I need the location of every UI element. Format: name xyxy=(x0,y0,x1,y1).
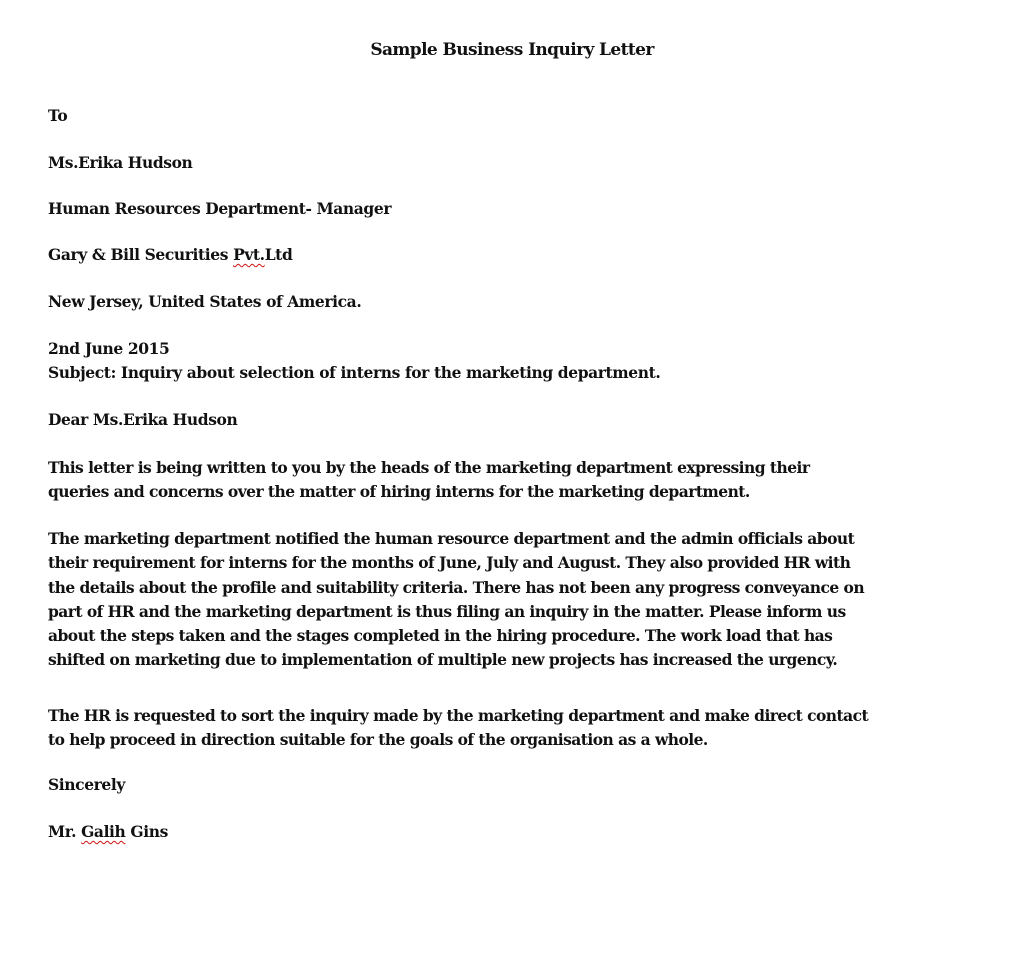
recipient-location: New Jersey, United States of America. xyxy=(48,292,362,311)
paragraph-line: queries and concerns over the matter of hiring interns for the marketing department. xyxy=(48,482,750,502)
signature-suffix: Gins xyxy=(125,822,168,841)
recipient-company xyxy=(48,243,292,267)
letter-date: 2nd June 2015 xyxy=(48,339,170,358)
body-paragraph-1 xyxy=(48,456,809,505)
paragraph-line: shifted on marketing due to implementation of multiple new projects has increased the urgency. xyxy=(48,650,838,670)
paragraph-line: to help proceed in direction suitable for the goals of the organisation as a whole. xyxy=(48,730,708,750)
paragraph-line: The marketing department notified the human resource department and the admin officials about xyxy=(48,529,855,548)
signature-prefix: Mr. xyxy=(48,822,82,841)
paragraph-line: the details about the profile and suitability criteria. There has not been any progress conveyance on xyxy=(48,577,865,597)
company-name-part: Gary & Bill Securities xyxy=(48,245,234,264)
company-suffix: Ltd xyxy=(264,245,293,264)
recipient-position: Human Resources Department- Manager xyxy=(48,199,392,218)
signature xyxy=(48,820,168,844)
body-paragraph-3 xyxy=(48,704,868,753)
body-paragraph-2 xyxy=(48,527,864,673)
paragraph-line: about the steps taken and the stages completed in the hiring procedure. The work load that has xyxy=(48,626,833,646)
letter-subject: Subject: Inquiry about selection of interns for the marketing department. xyxy=(48,363,661,382)
paragraph-line: This letter is being written to you by the heads of the marketing department expressing their xyxy=(48,458,810,477)
recipient-name: Ms.Erika Hudson xyxy=(48,153,193,172)
paragraph-line: The HR is requested to sort the inquiry made by the marketing department and make direct contact xyxy=(48,706,869,725)
closing: Sincerely xyxy=(48,775,125,794)
spellcheck-flagged-word[interactable]: Pvt. xyxy=(233,245,265,264)
to-label: To xyxy=(48,106,68,125)
paragraph-line: their requirement for interns for the months of June, July and August. They also provided HR with xyxy=(48,553,851,573)
document-title: Sample Business Inquiry Letter xyxy=(370,40,654,60)
paragraph-line: part of HR and the marketing department is thus filing an inquiry in the matter. Please inform us xyxy=(48,601,846,621)
salutation: Dear Ms.Erika Hudson xyxy=(48,410,238,429)
spellcheck-flagged-word[interactable]: Galih xyxy=(81,822,126,841)
